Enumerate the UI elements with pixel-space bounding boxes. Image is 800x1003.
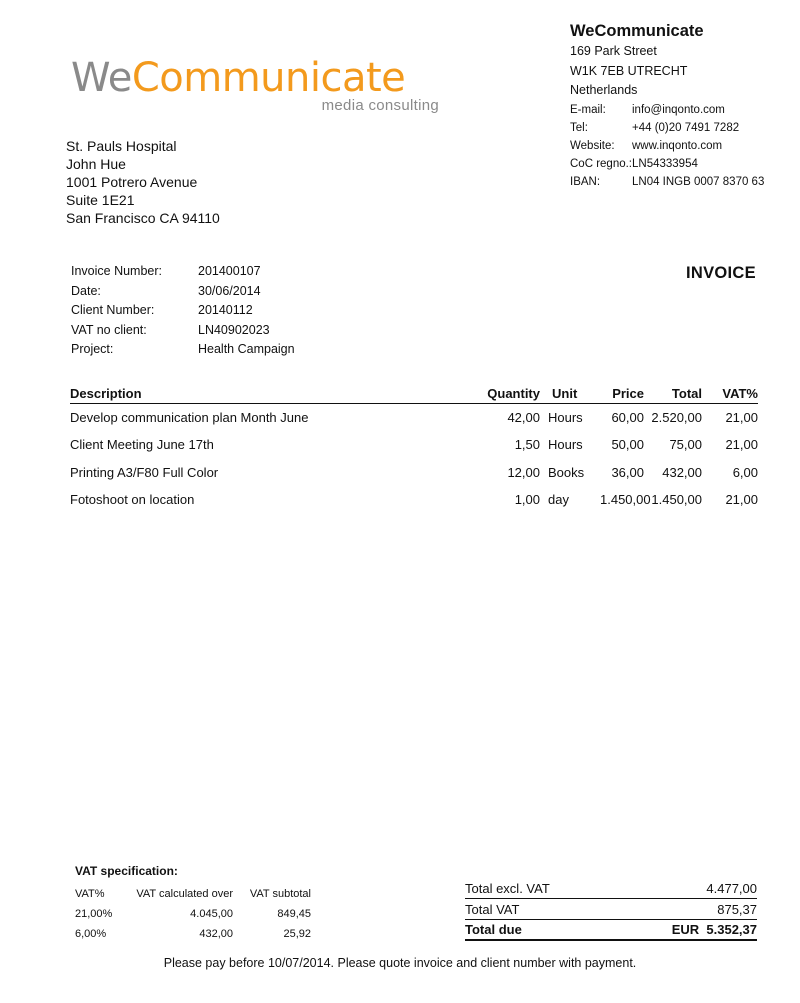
total-due-value: EUR 5.352,37 <box>671 922 757 937</box>
table-header-row <box>70 383 758 404</box>
total-vat-row <box>465 899 757 920</box>
logo-text-we: We <box>71 55 132 101</box>
vat-spec-calc: 432,00 <box>199 928 233 940</box>
contact-label: IBAN: <box>570 175 601 188</box>
total-excl-vat-value: 4.477,00 <box>706 880 757 896</box>
recipient-line: John Hue <box>66 156 126 172</box>
contact-label: Website: <box>570 139 615 152</box>
contact-row-iban <box>570 173 785 191</box>
contact-label: E-mail: <box>570 103 606 116</box>
column-header-price: Price <box>612 385 644 401</box>
item-price: 60,00 <box>611 410 644 426</box>
sender-contact-list <box>570 101 785 191</box>
item-quantity: 42,00 <box>507 410 540 426</box>
vat-spec-header-vat: VAT% <box>75 888 105 900</box>
recipient-line: St. Pauls Hospital <box>66 138 177 154</box>
table-row <box>70 486 758 513</box>
item-quantity: 1,50 <box>514 437 540 453</box>
column-header-vat: VAT% <box>722 385 758 401</box>
item-unit: Hours <box>548 410 583 426</box>
total-vat-value: 875,37 <box>717 901 757 917</box>
table-row <box>70 431 758 458</box>
meta-label: VAT no client: <box>71 322 147 337</box>
item-description: Develop communication plan Month June <box>70 410 309 426</box>
vat-spec-header-calc: VAT calculated over <box>136 888 233 900</box>
table-row <box>70 404 758 431</box>
sender-address-block <box>570 20 785 191</box>
recipient-line: San Francisco CA 94110 <box>66 210 220 226</box>
item-description: Fotoshoot on location <box>70 492 195 508</box>
item-unit: Hours <box>548 437 583 453</box>
item-vat: 21,00 <box>725 492 758 508</box>
logo-speech-bubble-c: C <box>131 55 160 101</box>
item-total: 2.520,00 <box>651 410 702 426</box>
contact-tel-value: +44 (0)20 7491 7282 <box>632 121 740 134</box>
meta-label: Invoice Number: <box>71 264 163 278</box>
meta-label: Client Number: <box>71 303 155 317</box>
item-price: 1.450,00 <box>600 492 651 508</box>
vat-spec-header-row <box>75 884 335 904</box>
contact-email-link[interactable]: info@inqonto.com <box>632 103 725 116</box>
meta-label: Date: <box>71 283 101 298</box>
contact-row-tel <box>570 119 785 137</box>
total-excl-vat-label: Total excl. VAT <box>465 880 550 896</box>
vat-spec-rate: 6,00% <box>75 928 107 940</box>
sender-country: Netherlands <box>570 83 638 97</box>
vat-spec-title: VAT specification: <box>75 864 178 878</box>
meta-row-client-number <box>71 301 295 321</box>
item-unit: Books <box>548 464 585 480</box>
meta-row-project <box>71 340 295 360</box>
item-description: Printing A3/F80 Full Color <box>70 464 219 480</box>
vat-spec-row <box>75 924 335 944</box>
meta-row-vat-no <box>71 321 295 341</box>
logo-text-rest: ommunicate <box>159 55 406 101</box>
recipient-line: 1001 Potrero Avenue <box>66 174 198 190</box>
meta-row-date <box>71 282 295 302</box>
payment-instructions: Please pay before 10/07/2014. Please quote invoice and client number with payment. <box>163 956 637 970</box>
item-unit: day <box>548 492 569 508</box>
column-header-quantity: Quantity <box>487 385 540 401</box>
vat-spec-header-subtotal: VAT subtotal <box>249 888 311 900</box>
column-header-description: Description <box>70 385 142 401</box>
logo-tagline: media consulting <box>321 97 439 114</box>
column-header-total: Total <box>671 385 702 401</box>
contact-label: Tel: <box>570 121 588 134</box>
recipient-address-block <box>66 137 220 227</box>
column-header-unit: Unit <box>552 385 578 401</box>
meta-label: Project: <box>71 342 114 356</box>
meta-value: 201400107 <box>198 264 261 278</box>
contact-website-link[interactable]: www.inqonto.com <box>632 139 723 152</box>
item-price: 36,00 <box>611 464 644 480</box>
item-vat: 6,00 <box>732 464 758 480</box>
invoice-meta-block <box>71 262 295 360</box>
contact-label: CoC regno.: <box>570 157 633 170</box>
meta-value: Health Campaign <box>198 342 295 356</box>
vat-spec-subtotal: 25,92 <box>283 928 311 940</box>
total-due-label: Total due <box>465 922 522 937</box>
logo-wordmark <box>71 54 451 102</box>
company-logo <box>71 54 451 124</box>
vat-spec-calc: 4.045,00 <box>190 908 233 920</box>
contact-row-email <box>570 101 785 119</box>
invoice-title: INVOICE <box>686 264 756 282</box>
total-excl-vat-row <box>465 878 757 899</box>
contact-row-website <box>570 137 785 155</box>
line-items-table <box>70 383 758 513</box>
item-total: 1.450,00 <box>651 492 702 508</box>
meta-value: 30/06/2014 <box>198 283 261 298</box>
item-vat: 21,00 <box>725 437 758 453</box>
table-row <box>70 459 758 486</box>
sender-city: W1K 7EB UTRECHT <box>570 63 688 78</box>
vat-spec-row <box>75 904 335 924</box>
item-description: Client Meeting June 17th <box>70 437 214 453</box>
item-total: 75,00 <box>669 437 702 453</box>
contact-iban-value: LN04 INGB 0007 8370 63 <box>632 175 765 188</box>
meta-value: LN40902023 <box>198 322 270 337</box>
totals-block <box>465 878 757 941</box>
contact-row-coc <box>570 155 785 173</box>
vat-specification <box>75 864 335 944</box>
item-quantity: 1,00 <box>514 492 540 508</box>
sender-name: WeCommunicate <box>570 22 704 40</box>
item-vat: 21,00 <box>725 410 758 426</box>
vat-spec-subtotal: 849,45 <box>277 908 311 920</box>
item-total: 432,00 <box>662 464 702 480</box>
item-price: 50,00 <box>611 437 644 453</box>
sender-street: 169 Park Street <box>570 44 657 58</box>
total-due-row <box>465 920 757 941</box>
meta-value: 20140112 <box>198 303 253 317</box>
vat-spec-rate: 21,00% <box>75 908 113 920</box>
contact-coc-value: LN54333954 <box>632 157 698 170</box>
item-quantity: 12,00 <box>507 464 540 480</box>
recipient-line: Suite 1E21 <box>66 192 135 208</box>
meta-row-invoice-number <box>71 262 295 282</box>
total-vat-label: Total VAT <box>465 901 520 917</box>
